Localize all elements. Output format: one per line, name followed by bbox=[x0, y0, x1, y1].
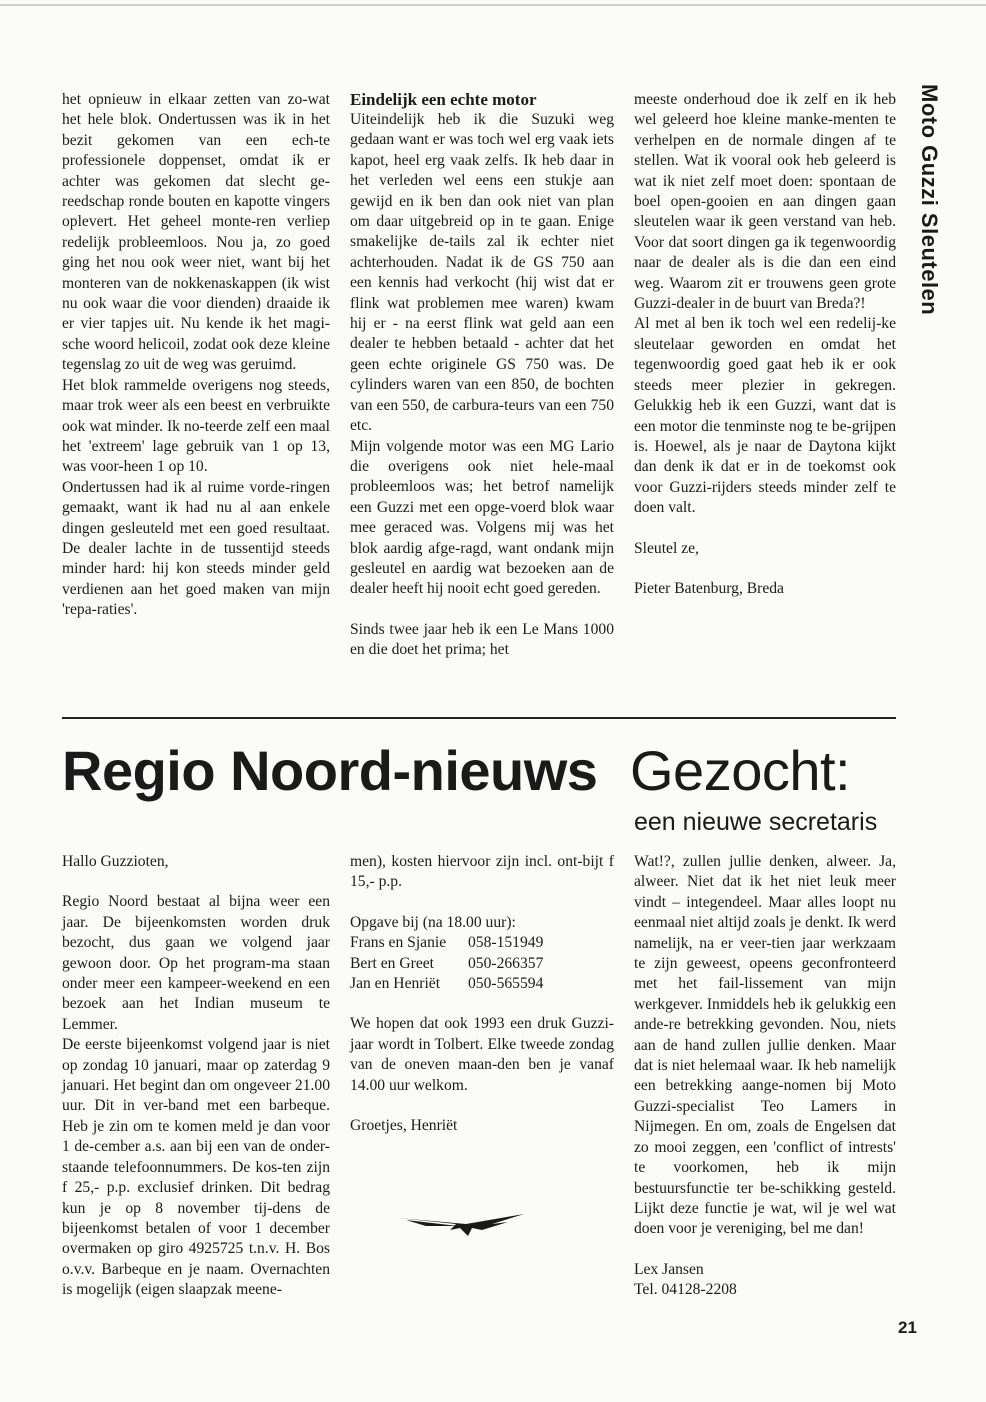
contact-name: Bert en Greet bbox=[350, 954, 434, 972]
author-line: Pieter Batenburg, Breda bbox=[634, 579, 784, 597]
opgave-label: Opgave bij (na 18.00 uur): bbox=[350, 913, 516, 931]
paragraph: De eerste bijeenkomst volgend jaar is niet op zondag 10 januari, maar op zaterdag 9 januari. Het begint dan om ongeveer 21.00 uur. Dit in ver-band met een barbeque. Heb je zin om te komen meld je dan voor 1 de-cember a.s. aan bij een van de onder-staande telefoonnummers. De kos-ten zijn f 25,- p.p. exclusief drinken. Dit bedrag kun je op 8 november tij-dens de bijeenkomst betalen of voor 1 december overmaken op giro 4925725 t.n.v. H. Bos o.v.v. Barbeque en je naam. Overnachten is mogelijk (eigen slaapzak meene- bbox=[62, 1036, 330, 1299]
paragraph: Wat!?, zullen jullie denken, alweer. Ja, alweer. Niet dat ik het niet leuk meer vindt – integendeel. Maar alles loopt nu eenmaal niet altijd zoals je denkt. Ik werd namelijk, na er veer-tien jaar werkzaam te zijn geweest, opeens geconfronteerd met het fail-lissement van mijn werkgever. Inmiddels heb ik gelukkig een ande-re betrekking gevonden. Nou, niets aan de hand zullen jullie denken. Maar dat is niet helemaal waar. Ik heb namelijk een betrekking aange-nomen bij Moto Guzzi-specialist Teo Lamers in Nijmegen. En om, zoals de Engelsen dat zo mooi zeggen, een 'conflict of intrests' te voorkomen, heb ik mijn bestuursfunctie ter be-schikking gesteld. Lijkt deze functie je wat, wil je wel wat doen voor je vereniging, bel me dan! bbox=[634, 853, 896, 1238]
author-name: Lex Jansen bbox=[634, 1260, 704, 1278]
contact-name: Frans en Sjanie bbox=[350, 934, 447, 952]
signoff: Sleutel ze, bbox=[634, 539, 699, 557]
contact-phone: 050-565594 bbox=[468, 975, 544, 993]
contact-phone: 058-151949 bbox=[468, 934, 544, 952]
gezocht-headline: Gezocht: bbox=[630, 739, 851, 802]
paragraph: Sinds twee jaar heb ik een Le Mans 1000 en die doet het prima; het bbox=[350, 620, 614, 659]
contact-row bbox=[350, 954, 614, 974]
gezocht-subheadline: een nieuwe secretaris bbox=[634, 808, 878, 836]
paragraph: Mijn volgende motor was een MG Lario die overigens ook niet hele-maal probleemloos was; het betrof namelijk een Guzzi met een opge-voerd blok waar mee geraced was. Volgens mij was het blok aardig afge-ragd, want ondank mijn gesleutel en aardig wat bezoeken aan de dealer heeft hij nooit echt goed gereden. bbox=[350, 437, 614, 598]
paragraph: het opnieuw in elkaar zetten van zo-wat het hele blok. Ondertussen was ik in het bezit gekomen van een ech-te professionele doppenset, omdat ik er achter was gekomen dat slecht ge-reedschap ronde bouten en kapotte vingers oplevert. Het geheel monte-ren verliep redelijk probleemloos. Nou ja, zo goed ging het nou ook weer niet, want bij het monteren van de nokkenaskappen (ik wist nu ook waar die voor dienden) draaide ik er vier tapjes uit. Nu kende ik het magi-sche woord helicoil, zodat ook deze kleine tegenslag zo uit de weg was geruimd. bbox=[62, 91, 330, 374]
article-column-3 bbox=[634, 90, 896, 599]
greeting: Hallo Guzzioten, bbox=[62, 853, 169, 870]
paragraph: meeste onderhoud doe ik zelf en ik heb wel geleerd hoe kleine manke-menten te verhelpen en de normale dingen af te stellen. Wat ik vooral ook heb geleerd is wat ik niet zelf moet doen: spontaan de boel open-gooien en aan dingen gaan sleutelen waar ik geen verstand van heb. Voor dat soort dingen ga ik tegenwoordig naar de dealer als is die dan een eind weg. Waarom zit er trouwens geen grote Guzzi-dealer in de buurt van Breda?! bbox=[634, 91, 896, 313]
contact-name: Jan en Henriët bbox=[350, 975, 441, 993]
contact-phone: 050-266357 bbox=[468, 954, 544, 972]
contact-row bbox=[350, 974, 614, 994]
paragraph: Uiteindelijk heb ik die Suzuki weg gedaan want er was toch wel erg vaak iets kapot, heel erg vaak zelfs. Ik heb daar in het verleden wel eens een stukje aan gewijd en ik ben dan ook niet van plan om daar uitgebreid op in te gaan. Enige smakelijke de-tails zal ik echter niet achterhouden. Nadat ik de GS 750 aan een kennis had verkocht (hij wist dat er flink wat problemen mee waren) kwam hij er - na eerst flink wat geld aan een dealer te hebben betaald - achter dat het geen echte originele GS 750 was. De cylinders waren van een 850, de bochten van een 550, de carbura-teurs van een 750 etc. bbox=[350, 111, 614, 435]
signoff: Groetjes, Henriët bbox=[350, 1117, 458, 1135]
article-column-1 bbox=[62, 90, 330, 621]
article-column-2 bbox=[350, 90, 614, 661]
paragraph: Al met al ben ik toch wel een redelij-ke sleutelaar geworden en omdat het tegenwoordig goed gaat heb ik er ook steeds meer plezier in gekregen. Gelukkig heb ik een Guzzi, want dat is een motor die tenminste nog te be-grijpen is. Hoewel, als je naar de Daytona kijkt dan denk ik dat er in de toekomst ook voor Guzzi-rijders steeds minder zelf te doen valt. bbox=[634, 315, 896, 517]
contact-row bbox=[350, 933, 614, 953]
top-rule bbox=[0, 4, 986, 6]
gezocht-column bbox=[634, 852, 896, 1301]
section-heading: Eindelijk een echte motor bbox=[350, 90, 537, 109]
paragraph: Het blok rammelde overigens nog steeds, maar trok weer als een beest en verbruikte ook wat minder. Ik no-teerde zelf een maal het 'extreem' lage gebruik van 1 op 13, was voor-heen 1 op 10. bbox=[62, 376, 330, 476]
paragraph: We hopen dat ook 1993 een druk Guzzi-jaar wordt in Tolbert. Elke tweede zondag van de oneven maan-den ben je vanaf 14.00 uur welkom. bbox=[350, 1015, 614, 1094]
paragraph: men), kosten hiervoor zijn incl. ont-bijt f 15,- p.p. bbox=[350, 853, 614, 891]
regio-column-2 bbox=[350, 852, 614, 1136]
regio-headline: Regio Noord-nieuws bbox=[62, 739, 598, 802]
author-phone: Tel. 04128-2208 bbox=[634, 1281, 737, 1299]
paragraph: Regio Noord bestaat al bijna weer een jaar. De bijeenkomsten worden druk bezocht, dus gaan we volgend jaar gewoon door. Op het program-ma staan onder meer een kampeer-weekend en een bezoek aan het Indian museum te Lemmer. bbox=[62, 893, 330, 1033]
page-number: 21 bbox=[898, 1318, 917, 1337]
guzzi-eagle-logo bbox=[396, 1204, 526, 1244]
paragraph: Ondertussen had ik al ruime vorde-ringen gemaakt, want ik had nu al aan enkele dingen gesleuteld met een goed resultaat. De dealer lachte in de tussentijd steeds minder hard: hij kon steeds minder geld verdienen aan het goed maken van mijn 'repa-raties'. bbox=[62, 478, 330, 619]
section-divider bbox=[62, 717, 896, 719]
section-side-title: Moto Guzzi Sleutelen bbox=[917, 84, 942, 316]
regio-column-1 bbox=[62, 852, 330, 1301]
